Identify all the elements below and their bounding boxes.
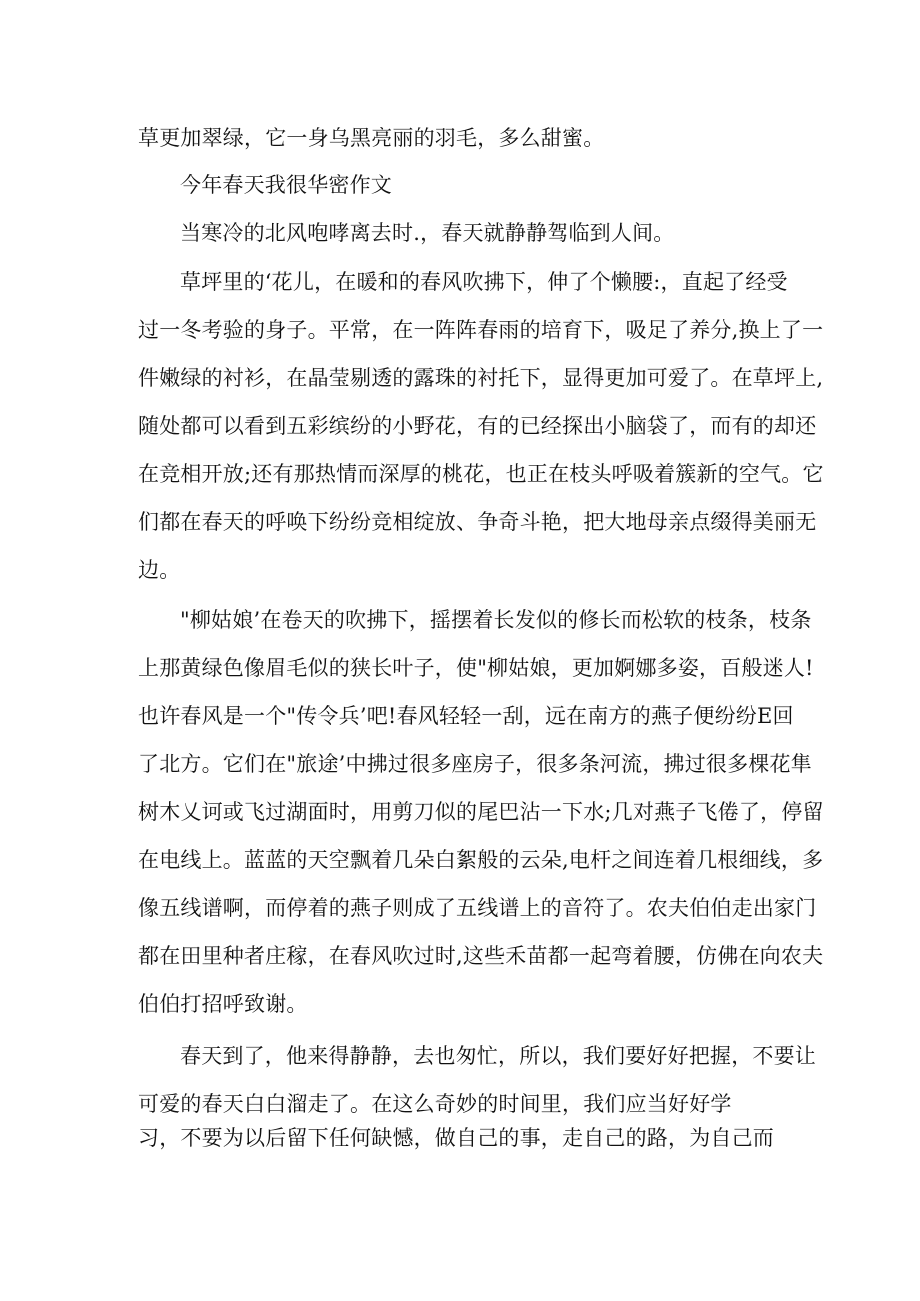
- paragraph-2-line-2: 过一冬考验的身子。平常，在一阵阵春雨的培育下，吸足了养分,换上了一: [138, 318, 824, 342]
- paragraph-4-line-3: 习，不要为以后留下任何缺憾，做自己的事，走自己的路，为自己而: [138, 1126, 774, 1150]
- paragraph-2-line-1: 草坪里的‘花儿，在暖和的春风吹拂下，伸了个懒腰:，直起了经受: [180, 270, 788, 294]
- paragraph-3-line-6: 在电线上。蓝蓝的天空飘着几朵白絮般的云朵,电杆之间连着几根细线，多: [138, 848, 824, 872]
- paragraph-1-line-1: 当寒冷的北风咆哮离去时.，春天就静静驾临到人间。: [180, 221, 675, 245]
- paragraph-3-line-3: 也许春风是一个"传令兵’吧!春风轻轻一刮，远在南方的燕子便纷纷E回: [138, 704, 794, 728]
- paragraph-4-line-1: 春天到了，他来得静静，去也匆忙，所以，我们要好好把握，不要让: [180, 1044, 816, 1068]
- paragraph-3-line-9: 伯伯打招呼致谢。: [138, 992, 308, 1016]
- paragraph-4-line-2: 可爱的春天白白溜走了。在这么奇妙的时间里，我们应当好好学: [138, 1092, 732, 1116]
- paragraph-2-line-4: 随处都可以看到五彩缤纷的小野花，有的已经探出小脑袋了，而有的却还: [138, 414, 817, 438]
- paragraph-2-line-6: 们都在春天的呼唤下纷纷竞相绽放、争奇斗艳，把大地母亲点缀得美丽无: [138, 510, 817, 534]
- paragraph-3-line-5: 树木乂诃或飞过湖面时，用剪刀似的尾巴沾一下水;几对燕子飞倦了，停留: [138, 800, 824, 824]
- paragraph-3-line-1: "柳姑娘’在卷天的吹拂下，摇摆着长发似的修长而松软的枝条，枝条: [180, 608, 812, 632]
- paragraph-3-line-4: 了北方。它们在"旅途’中拂过很多座房子，很多条河流，拂过很多棵花隼: [138, 752, 812, 776]
- paragraph-2-line-3: 件嫩绿的衬衫，在晶莹剔透的露珠的衬托下，显得更加可爱了。在草坪上,: [138, 366, 824, 390]
- paragraph-3-line-2: 上那黄绿色像眉毛似的狭长叶子，使"柳姑娘，更加婀娜多姿，百般迷人!: [138, 656, 814, 680]
- essay-title: 今年春天我很华密作文: [180, 173, 392, 197]
- paragraph-2-line-7: 边。: [138, 558, 181, 582]
- paragraph-2-line-5: 在竞相开放;还有那热情而深厚的桃花，也正在枝头呼吸着簇新的空气。它: [138, 462, 824, 486]
- paragraph-3-line-7: 像五线谱啊，而停着的燕子则成了五线谱上的音符了。农夫伯伯走出家门: [138, 896, 817, 920]
- text-line-1: 草更加翠绿，它一身乌黑亮丽的羽毛，多么甜蜜。: [138, 126, 605, 150]
- paragraph-3-line-8: 都在田里种者庄稼，在春风吹过时,这些禾苗都一起弯着腰，仿佛在向农夫: [138, 944, 824, 968]
